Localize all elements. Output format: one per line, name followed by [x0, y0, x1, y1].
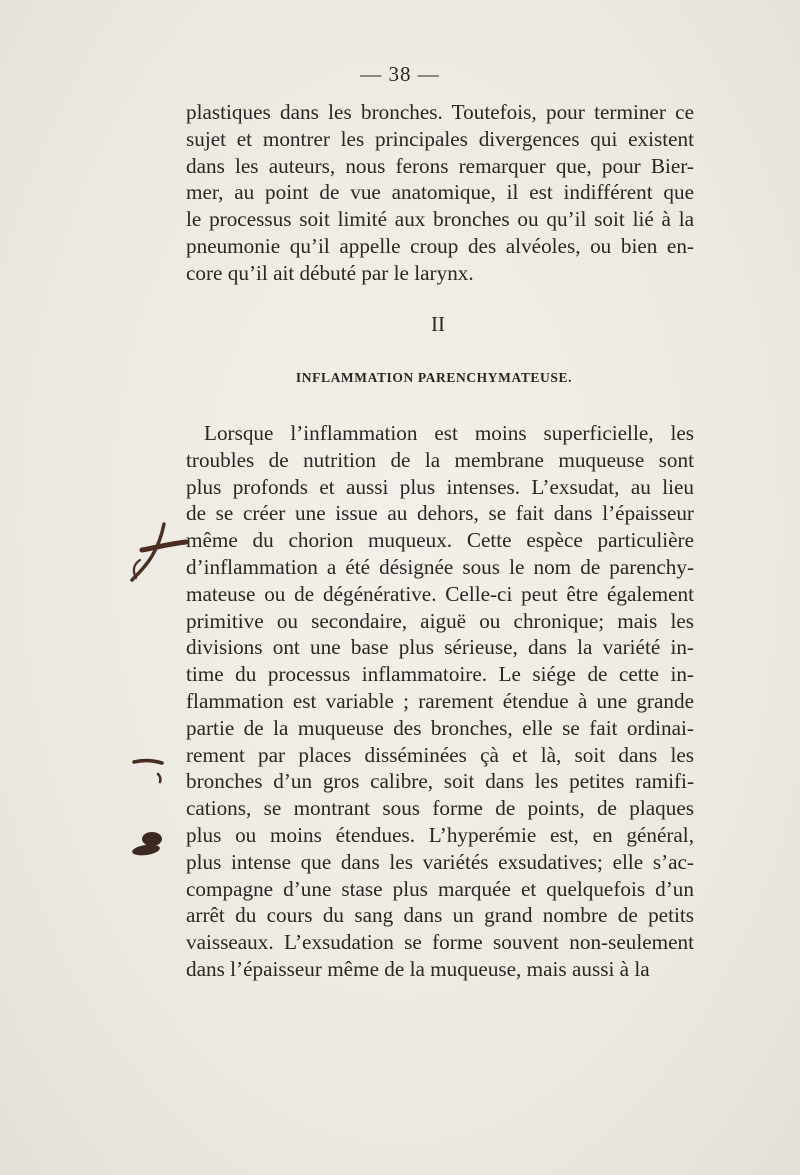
ink-blot-mark: [130, 828, 170, 860]
text-line: plus ou moins étendues. L’hyperémie est, en général,: [186, 822, 694, 847]
text-line: time du processus inflammatoire. Le siége de cette in-: [186, 662, 694, 687]
text-line: flammation est variable ; rarement étendue à une grande: [186, 688, 694, 713]
text-line: primitive ou secondaire, aiguë ou chronique; mais les: [186, 608, 694, 633]
text-line: mateuse ou de dégénérative. Celle-ci peut être également: [186, 581, 694, 606]
paragraph-2: [186, 420, 694, 983]
text-line: core qu’il ait débuté par le larynx.: [186, 260, 474, 285]
text-line: plus profonds et aussi plus intenses. L’exsudat, au lieu: [186, 474, 694, 499]
text-line: bronches d’un gros calibre, soit dans les petites ramifi-: [186, 769, 694, 794]
paragraph-1: [186, 99, 694, 287]
page-number: — 38 —: [360, 62, 440, 86]
text-line: troubles de nutrition de la membrane muqueuse sont: [186, 447, 694, 472]
small-dash-mark: [130, 752, 170, 792]
text-line: dans l’épaisseur même de la muqueuse, mais aussi à la: [186, 956, 650, 981]
show-through-text: [590, 270, 790, 410]
text-line: plus intense que dans les variétés exsudatives; elle s’ac-: [186, 849, 694, 874]
text-line: de se créer une issue au dehors, se fait dans l’épaisseur: [186, 501, 694, 526]
text-line: mer, au point de vue anatomique, il est indifférent que: [186, 180, 694, 205]
text-line: cations, se montrant sous forme de points, de plaques: [186, 796, 694, 821]
section-number: II: [431, 312, 445, 336]
text-line: dans les auteurs, nous ferons remarquer que, pour Bier-: [186, 153, 694, 178]
text-line: vaisseaux. L’exsudation se forme souvent non-seulement: [186, 930, 694, 955]
text-line: sujet et montrer les principales divergences qui existent: [186, 126, 694, 151]
text-line: rement par places disséminées çà et là, soit dans les: [186, 742, 694, 767]
section-title: INFLAMMATION PARENCHYMATEUSE.: [295, 370, 573, 385]
pen-stroke-mark: [122, 520, 192, 590]
text-line: arrêt du cours du sang dans un grand nombre de petits: [186, 903, 694, 928]
text-line: divisions ont une base plus sérieuse, dans la variété in-: [186, 635, 694, 660]
text-line: d’inflammation a été désignée sous le nom de parenchy-: [186, 554, 694, 579]
text-line: pneumonie qu’il appelle croup des alvéoles, ou bien en-: [186, 233, 694, 258]
text-line: Lorsque l’inflammation est moins superficielle, les: [204, 421, 694, 445]
text-line: compagne d’une stase plus marquée et quelquefois d’un: [186, 876, 694, 901]
text-line: partie de la muqueuse des bronches, elle se fait ordinai-: [186, 715, 694, 740]
text-line: le processus soit limité aux bronches ou qu’il soit lié à la: [186, 207, 694, 232]
text-line: plastiques dans les bronches. Toutefois, pour terminer ce: [186, 100, 694, 124]
text-line: même du chorion muqueux. Cette espèce particulière: [186, 528, 694, 553]
